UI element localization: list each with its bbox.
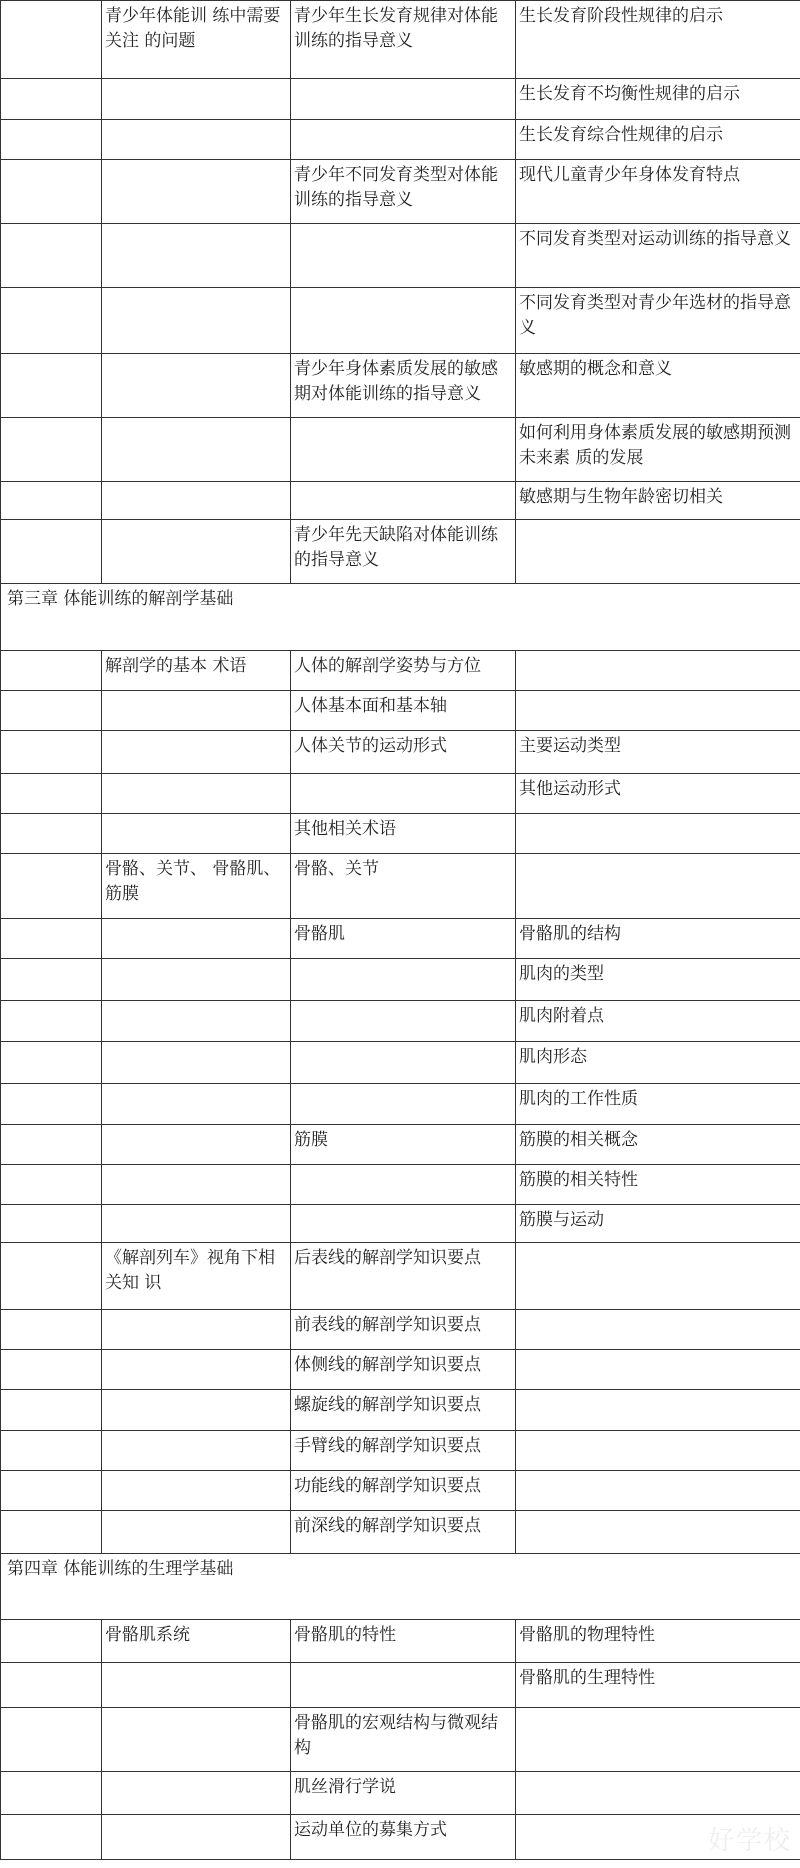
col-point-cell bbox=[516, 1470, 800, 1510]
col-topic-cell bbox=[102, 1349, 291, 1389]
col-blank-cell bbox=[1, 690, 102, 730]
table-row bbox=[1, 119, 800, 159]
chapter-heading: 第四章 体能训练的生理学基础 bbox=[1, 1553, 800, 1619]
col-section-cell: 肌丝滑行学说 bbox=[291, 1771, 516, 1814]
col-point-cell bbox=[516, 520, 800, 584]
col-point-cell: 主要运动类型 bbox=[516, 731, 800, 774]
table-row bbox=[1, 1771, 800, 1814]
col-blank-cell bbox=[1, 1041, 102, 1084]
col-section-cell: 体侧线的解剖学知识要点 bbox=[291, 1349, 516, 1389]
table-row bbox=[1, 1470, 800, 1510]
col-point-cell: 如何利用身体素质发展的敏感期预测未来素 质的发展 bbox=[516, 418, 800, 482]
col-blank-cell bbox=[1, 1309, 102, 1349]
table-row bbox=[1, 159, 800, 223]
col-point-cell: 肌肉的工作性质 bbox=[516, 1084, 800, 1124]
col-blank-cell bbox=[1, 1771, 102, 1814]
col-topic-cell bbox=[102, 1470, 291, 1510]
col-topic-cell bbox=[102, 958, 291, 1001]
col-topic-cell bbox=[102, 79, 291, 119]
table-row bbox=[1, 1243, 800, 1309]
table-row bbox=[1, 1205, 800, 1243]
col-point-cell bbox=[516, 1707, 800, 1771]
col-section-cell: 骨骼肌 bbox=[291, 918, 516, 958]
col-topic-cell: 《解剖列车》视角下相关知 识 bbox=[102, 1243, 291, 1309]
col-point-cell: 筋膜的相关特性 bbox=[516, 1165, 800, 1205]
col-topic-cell: 青少年体能训 练中需要关注 的问题 bbox=[102, 1, 291, 79]
col-point-cell bbox=[516, 1771, 800, 1814]
table-row bbox=[1, 731, 800, 774]
col-blank-cell bbox=[1, 223, 102, 287]
table-row bbox=[1, 1662, 800, 1707]
col-blank-cell bbox=[1, 482, 102, 520]
col-blank-cell bbox=[1, 773, 102, 813]
table-row bbox=[1, 287, 800, 353]
col-topic-cell bbox=[102, 1041, 291, 1084]
col-blank-cell bbox=[1, 650, 102, 690]
col-point-cell: 不同发育类型对青少年选材的指导意义 bbox=[516, 287, 800, 353]
table-row bbox=[1, 1620, 800, 1663]
col-section-cell: 骨骼肌的宏观结构与微观结构 bbox=[291, 1707, 516, 1771]
table-row bbox=[1, 482, 800, 520]
col-point-cell bbox=[516, 854, 800, 918]
col-topic-cell bbox=[102, 1814, 291, 1859]
table-row bbox=[1, 1, 800, 79]
table-row bbox=[1, 918, 800, 958]
col-topic-cell bbox=[102, 1165, 291, 1205]
table-row bbox=[1, 1084, 800, 1124]
col-point-cell: 肌肉附着点 bbox=[516, 1001, 800, 1041]
col-point-cell: 不同发育类型对运动训练的指导意义 bbox=[516, 223, 800, 287]
col-section-cell: 运动单位的募集方式 bbox=[291, 1814, 516, 1859]
table-row bbox=[1, 1041, 800, 1084]
col-section-cell: 人体关节的运动形式 bbox=[291, 731, 516, 774]
col-section-cell: 后表线的解剖学知识要点 bbox=[291, 1243, 516, 1309]
table-row bbox=[1, 1707, 800, 1771]
table-row bbox=[1, 958, 800, 1001]
col-section-cell: 人体基本面和基本轴 bbox=[291, 690, 516, 730]
col-topic-cell bbox=[102, 1511, 291, 1554]
col-blank-cell bbox=[1, 1814, 102, 1859]
col-section-cell bbox=[291, 1165, 516, 1205]
col-point-cell: 骨骼肌的结构 bbox=[516, 918, 800, 958]
col-section-cell: 骨骼肌的特性 bbox=[291, 1620, 516, 1663]
col-section-cell: 人体的解剖学姿势与方位 bbox=[291, 650, 516, 690]
col-blank-cell bbox=[1, 1, 102, 79]
col-blank-cell bbox=[1, 159, 102, 223]
col-topic-cell bbox=[102, 1205, 291, 1243]
col-blank-cell bbox=[1, 1084, 102, 1124]
col-point-cell bbox=[516, 1390, 800, 1430]
table-row bbox=[1, 1124, 800, 1164]
table-row bbox=[1, 854, 800, 918]
col-section-cell bbox=[291, 119, 516, 159]
table-row bbox=[1, 1430, 800, 1470]
table-row bbox=[1, 1309, 800, 1349]
col-blank-cell bbox=[1, 1124, 102, 1164]
table-row bbox=[1, 690, 800, 730]
col-topic-cell bbox=[102, 1771, 291, 1814]
col-point-cell bbox=[516, 650, 800, 690]
col-blank-cell bbox=[1, 1349, 102, 1389]
table-row bbox=[1, 1001, 800, 1041]
table-row bbox=[1, 1511, 800, 1554]
table-row bbox=[1, 1814, 800, 1859]
col-point-cell bbox=[516, 814, 800, 854]
watermark-logo: 好学校 bbox=[707, 1826, 792, 1856]
col-topic-cell bbox=[102, 918, 291, 958]
col-topic-cell bbox=[102, 1001, 291, 1041]
chapter-heading-row bbox=[1, 584, 800, 650]
col-topic-cell bbox=[102, 773, 291, 813]
col-blank-cell bbox=[1, 520, 102, 584]
col-blank-cell bbox=[1, 918, 102, 958]
col-section-cell bbox=[291, 482, 516, 520]
col-topic-cell bbox=[102, 223, 291, 287]
col-section-cell: 螺旋线的解剖学知识要点 bbox=[291, 1390, 516, 1430]
col-section-cell bbox=[291, 418, 516, 482]
col-topic-cell bbox=[102, 1309, 291, 1349]
col-blank-cell bbox=[1, 1390, 102, 1430]
col-section-cell bbox=[291, 958, 516, 1001]
col-topic-cell bbox=[102, 159, 291, 223]
col-section-cell: 青少年身体素质发展的敏感期对体能训练的指导意义 bbox=[291, 354, 516, 418]
col-section-cell bbox=[291, 1084, 516, 1124]
table-row bbox=[1, 79, 800, 119]
col-point-cell: 骨骼肌的生理特性 bbox=[516, 1662, 800, 1707]
col-section-cell: 骨骼、关节 bbox=[291, 854, 516, 918]
table-row bbox=[1, 773, 800, 813]
chapter-heading: 第三章 体能训练的解剖学基础 bbox=[1, 584, 800, 650]
col-point-cell: 现代儿童青少年身体发育特点 bbox=[516, 159, 800, 223]
col-point-cell: 敏感期与生物年龄密切相关 bbox=[516, 482, 800, 520]
col-section-cell: 青少年不同发育类型对体能训练的指导意义 bbox=[291, 159, 516, 223]
col-point-cell bbox=[516, 1430, 800, 1470]
col-topic-cell: 骨骼、关节、 骨骼肌、筋膜 bbox=[102, 854, 291, 918]
col-blank-cell bbox=[1, 1001, 102, 1041]
col-topic-cell bbox=[102, 1707, 291, 1771]
col-blank-cell bbox=[1, 1511, 102, 1554]
col-section-cell: 筋膜 bbox=[291, 1124, 516, 1164]
col-topic-cell: 骨骼肌系统 bbox=[102, 1620, 291, 1663]
table-row bbox=[1, 354, 800, 418]
col-blank-cell bbox=[1, 1707, 102, 1771]
col-section-cell bbox=[291, 1205, 516, 1243]
col-point-cell: 生长发育综合性规律的启示 bbox=[516, 119, 800, 159]
col-topic-cell bbox=[102, 690, 291, 730]
col-topic-cell bbox=[102, 520, 291, 584]
col-blank-cell bbox=[1, 1243, 102, 1309]
col-point-cell: 肌肉的类型 bbox=[516, 958, 800, 1001]
table-row bbox=[1, 1390, 800, 1430]
col-point-cell bbox=[516, 1511, 800, 1554]
col-section-cell: 青少年先天缺陷对体能训练的指导意义 bbox=[291, 520, 516, 584]
col-point-cell: 筋膜的相关概念 bbox=[516, 1124, 800, 1164]
col-topic-cell bbox=[102, 287, 291, 353]
col-blank-cell bbox=[1, 854, 102, 918]
col-blank-cell bbox=[1, 1165, 102, 1205]
curriculum-table-body bbox=[1, 1, 800, 1860]
col-section-cell: 前表线的解剖学知识要点 bbox=[291, 1309, 516, 1349]
table-row bbox=[1, 520, 800, 584]
col-blank-cell bbox=[1, 1620, 102, 1663]
col-topic-cell bbox=[102, 119, 291, 159]
table-row bbox=[1, 650, 800, 690]
col-section-cell: 前深线的解剖学知识要点 bbox=[291, 1511, 516, 1554]
col-section-cell bbox=[291, 1041, 516, 1084]
table-row bbox=[1, 1165, 800, 1205]
col-topic-cell bbox=[102, 814, 291, 854]
col-blank-cell bbox=[1, 731, 102, 774]
col-section-cell bbox=[291, 79, 516, 119]
col-blank-cell bbox=[1, 1470, 102, 1510]
col-section-cell bbox=[291, 773, 516, 813]
col-point-cell bbox=[516, 1349, 800, 1389]
col-point-cell: 其他运动形式 bbox=[516, 773, 800, 813]
col-point-cell: 生长发育阶段性规律的启示 bbox=[516, 1, 800, 79]
col-blank-cell bbox=[1, 814, 102, 854]
col-topic-cell bbox=[102, 354, 291, 418]
col-point-cell: 肌肉形态 bbox=[516, 1041, 800, 1084]
col-topic-cell bbox=[102, 1124, 291, 1164]
col-topic-cell bbox=[102, 482, 291, 520]
col-section-cell bbox=[291, 1001, 516, 1041]
table-row bbox=[1, 1349, 800, 1389]
col-topic-cell bbox=[102, 1430, 291, 1470]
chapter-heading-row bbox=[1, 1553, 800, 1619]
col-blank-cell bbox=[1, 958, 102, 1001]
col-point-cell: 生长发育不均衡性规律的启示 bbox=[516, 79, 800, 119]
col-point-cell bbox=[516, 1309, 800, 1349]
col-point-cell: 骨骼肌的物理特性 bbox=[516, 1620, 800, 1663]
col-section-cell bbox=[291, 1662, 516, 1707]
col-topic-cell bbox=[102, 1084, 291, 1124]
col-blank-cell bbox=[1, 79, 102, 119]
col-section-cell bbox=[291, 287, 516, 353]
col-blank-cell bbox=[1, 418, 102, 482]
col-blank-cell bbox=[1, 1430, 102, 1470]
col-section-cell: 青少年生长发育规律对体能训练的指导意义 bbox=[291, 1, 516, 79]
col-point-cell bbox=[516, 690, 800, 730]
col-topic-cell bbox=[102, 418, 291, 482]
col-blank-cell bbox=[1, 119, 102, 159]
col-point-cell bbox=[516, 1814, 800, 1859]
col-topic-cell bbox=[102, 731, 291, 774]
col-blank-cell bbox=[1, 1662, 102, 1707]
col-blank-cell bbox=[1, 287, 102, 353]
table-row bbox=[1, 418, 800, 482]
col-blank-cell bbox=[1, 354, 102, 418]
col-point-cell: 筋膜与运动 bbox=[516, 1205, 800, 1243]
col-topic-cell: 解剖学的基本 术语 bbox=[102, 650, 291, 690]
col-blank-cell bbox=[1, 1205, 102, 1243]
col-topic-cell bbox=[102, 1662, 291, 1707]
col-section-cell bbox=[291, 223, 516, 287]
col-section-cell: 其他相关术语 bbox=[291, 814, 516, 854]
col-section-cell: 功能线的解剖学知识要点 bbox=[291, 1470, 516, 1510]
col-point-cell: 敏感期的概念和意义 bbox=[516, 354, 800, 418]
table-row bbox=[1, 223, 800, 287]
col-section-cell: 手臂线的解剖学知识要点 bbox=[291, 1430, 516, 1470]
col-topic-cell bbox=[102, 1390, 291, 1430]
col-point-cell bbox=[516, 1243, 800, 1309]
table-row bbox=[1, 814, 800, 854]
